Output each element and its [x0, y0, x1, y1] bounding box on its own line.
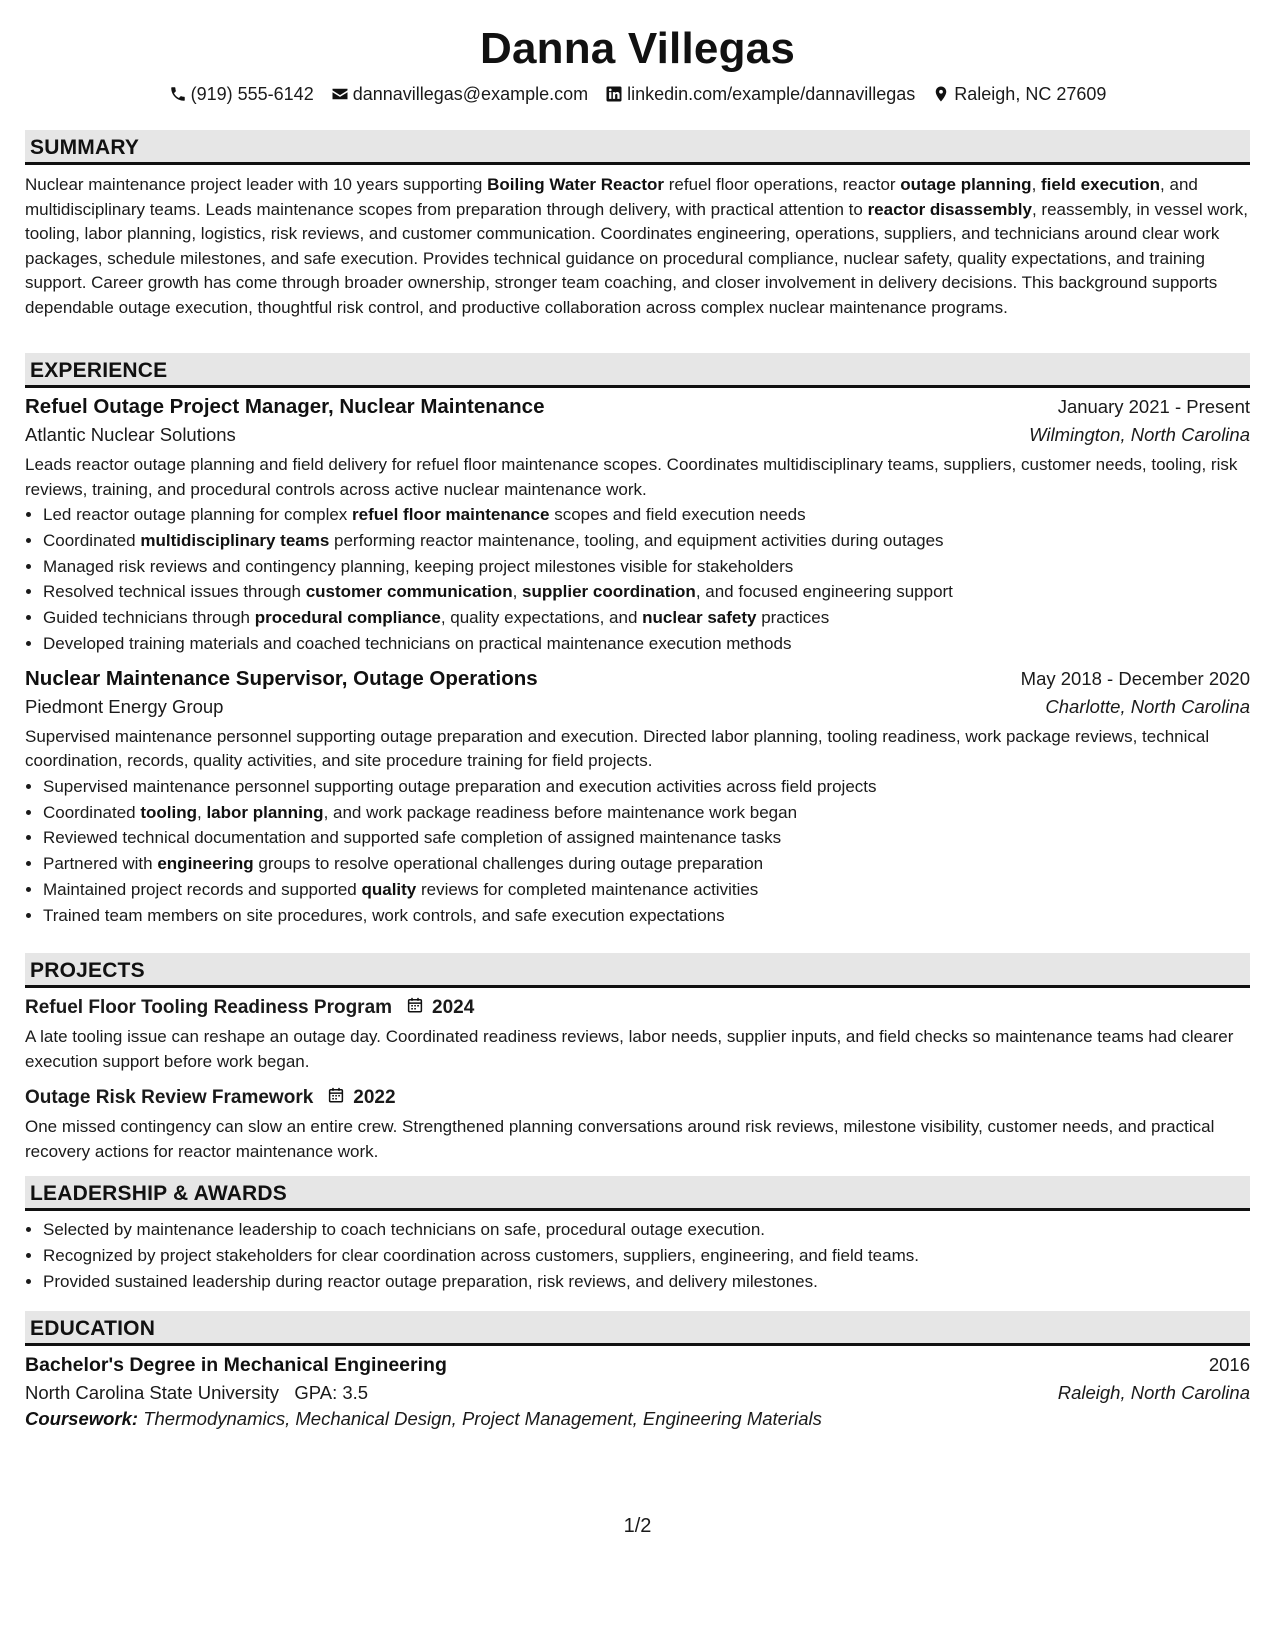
- map-pin-icon: [932, 85, 950, 103]
- contact-phone: [169, 82, 314, 106]
- list-item: [43, 877, 1250, 903]
- emphasis-text: reactor disassembly: [867, 199, 1032, 219]
- list-item: • Recognized by project stakeholders for clear coordination across customers, suppliers, engineering, and field teams.: [43, 1243, 1250, 1269]
- list-item: [43, 528, 1250, 554]
- linkedin-text[interactable]: linkedin.com/example/dannavillegas: [627, 84, 916, 104]
- list-item: • Selected by maintenance leadership to coach technicians on safe, procedural outage execution.: [43, 1217, 1250, 1243]
- emphasis-text: outage planning: [900, 175, 1032, 194]
- list-item: • Provided sustained leadership during reactor outage preparation, risk reviews, and delivery milestones.: [43, 1269, 1250, 1295]
- school-row: [25, 1382, 1250, 1404]
- phone-icon: [169, 85, 187, 103]
- section-heading-summary: SUMMARY: [25, 130, 1250, 165]
- text-run: Guided technicians through: [43, 608, 255, 628]
- degree-row: [25, 1354, 1250, 1377]
- text-run: ,: [512, 582, 523, 602]
- text-run: Nuclear maintenance project leader with 10 years supporting: [25, 175, 488, 194]
- job-title: Nuclear Maintenance Supervisor, Outage Operations: [25, 666, 538, 690]
- school-line: [25, 1382, 368, 1404]
- degree-year: 2016: [1208, 1354, 1250, 1375]
- list-item: [43, 502, 1250, 528]
- text-run: , quality expectations, and: [440, 608, 643, 628]
- list-item: [43, 903, 1250, 929]
- section-heading-leadership: LEADERSHIP & AWARDS: [25, 1176, 1250, 1211]
- emphasis-text: nuclear safety: [642, 608, 757, 628]
- job-location: Wilmington, North Carolina: [1029, 424, 1250, 445]
- job-company: Piedmont Energy Group: [25, 695, 224, 717]
- text-run: scopes and field execution needs: [549, 505, 806, 524]
- school-location: Raleigh, North Carolina: [1057, 1382, 1250, 1403]
- text-run: Maintained project records and supported: [43, 879, 362, 899]
- emphasis-text: labor planning: [206, 802, 324, 822]
- education-section: [25, 1311, 1250, 1430]
- emphasis-text: engineering: [157, 854, 254, 874]
- list-item: [43, 579, 1250, 605]
- text-run: , and multidisciplinary teams. Leads maintenance scopes from preparation through delivery, with practical attention to: [25, 175, 1198, 219]
- list-item: [43, 851, 1250, 877]
- page-number: 1/2: [623, 1515, 652, 1537]
- text-run: Reviewed technical documentation and supported safe completion of assigned maintenance tasks: [43, 828, 782, 848]
- job-title: Refuel Outage Project Manager, Nuclear Maintenance: [25, 395, 545, 418]
- text-run: practices: [756, 608, 830, 628]
- school-name: North Carolina State University: [25, 1382, 279, 1403]
- emphasis-text: quality: [361, 879, 417, 899]
- linkedin-icon: [605, 85, 623, 103]
- emphasis-text: multidisciplinary teams: [140, 530, 330, 550]
- text-run: Coordinated: [43, 530, 141, 550]
- projects-section: [25, 953, 1250, 1164]
- emphasis-text: refuel floor maintenance: [352, 505, 550, 524]
- text-run: Resolved technical issues through: [43, 582, 306, 602]
- job-bullets: [25, 502, 1250, 657]
- experience-section: [25, 353, 1250, 929]
- calendar-icon: [400, 996, 424, 1020]
- project-title-row: [25, 1086, 1250, 1110]
- text-run: Partnered with: [43, 854, 158, 874]
- contact-line: [0, 82, 1275, 106]
- phone-text: (919) 555-6142: [190, 84, 314, 104]
- calendar-icon: [321, 1086, 345, 1110]
- project-entry: [25, 996, 1250, 1074]
- email-text[interactable]: dannavillegas@example.com: [352, 84, 589, 104]
- job-company-row: [25, 696, 1250, 718]
- contact-linkedin[interactable]: [605, 82, 915, 106]
- emphasis-text: field execution: [1041, 175, 1161, 194]
- text-run: groups to resolve operational challenges during outage preparation: [253, 854, 764, 874]
- section-heading-experience: EXPERIENCE: [25, 353, 1250, 388]
- gpa: GPA: 3.5: [294, 1382, 369, 1403]
- section-heading-education: EDUCATION: [25, 1311, 1250, 1346]
- project-description: One missed contingency can slow an entire crew. Strengthened planning conversations around risk reviews, milestone visibility, customer needs, and practical recovery actions for reactor maintenance work.: [25, 1117, 1215, 1161]
- emphasis-text: Boiling Water Reactor: [487, 175, 665, 194]
- job-description: Supervised maintenance personnel supporting outage preparation and execution. Directed labor planning, tooling readiness, work package reviews, technical coordination, records, quality activities, and site procedure training for field projects.: [25, 726, 1210, 771]
- coursework-line: [25, 1408, 1250, 1430]
- text-run: , and work package readiness before maintenance work began: [323, 802, 798, 822]
- contact-email[interactable]: [331, 82, 588, 106]
- coursework-label: Coursework:: [25, 1408, 139, 1429]
- list-item: [43, 825, 1250, 851]
- degree-title: Bachelor's Degree in Mechanical Engineering: [25, 1354, 447, 1376]
- coursework-text: Thermodynamics, Mechanical Design, Project Management, Engineering Materials: [143, 1408, 822, 1429]
- emphasis-text: customer communication: [305, 582, 513, 602]
- job-location: Charlotte, North Carolina: [1045, 695, 1250, 717]
- text-run: ,: [1031, 175, 1042, 194]
- job-dates: May 2018 - December 2020: [1020, 667, 1250, 689]
- text-run: , reassembly, in vessel work, tooling, labor planning, logistics, risk reviews, and customer communication. Coordinates engineering, operations, suppliers, and technicians around clear work packages, schedule milestones, and safe execution. Provides technical guidance on procedural compliance, nuclear safety, quality expectations, and training support. Career growth has come through broader ownership, stronger team coaching, and closer involvement in delivery decisions. This background supports dependable outage execution, thoughtful risk control, and productive collaboration across complex nuclear maintenance programs.: [25, 199, 1249, 317]
- project-title: Refuel Floor Tooling Readiness Program: [25, 997, 393, 1018]
- project-title: Outage Risk Review Framework: [25, 1087, 314, 1108]
- contact-location: [932, 82, 1106, 106]
- text-run: refuel floor operations, reactor: [664, 175, 901, 194]
- job-description: Leads reactor outage planning and field delivery for refuel floor maintenance scopes. Coordinates multidisciplinary teams, suppliers, customer needs, tooling, risk reviews, training, and procedural controls across active nuclear maintenance work.: [25, 455, 1238, 499]
- project-year: 2024: [432, 997, 475, 1018]
- text-run: reviews for completed maintenance activities: [416, 879, 759, 899]
- emphasis-text: supplier coordination: [522, 582, 696, 602]
- project-description: A late tooling issue can reshape an outage day. Coordinated readiness reviews, labor needs, supplier inputs, and field checks so maintenance teams had clearer execution support before work began.: [25, 1027, 1234, 1071]
- job-title-row: [25, 395, 1250, 419]
- text-run: Trained team members on site procedures, work controls, and safe execution expectations: [43, 905, 725, 925]
- project-year: 2022: [353, 1087, 396, 1108]
- text-run: Supervised maintenance personnel supporting outage preparation and execution activities across field projects: [43, 776, 877, 796]
- job-company: Atlantic Nuclear Solutions: [25, 424, 236, 445]
- job-dates: January 2021 - Present: [1057, 396, 1250, 417]
- list-item: [43, 631, 1250, 657]
- text-run: performing reactor maintenance, tooling, and equipment activities during outages: [329, 530, 944, 550]
- job-entry: [25, 667, 1250, 929]
- emphasis-text: procedural compliance: [254, 608, 441, 628]
- leadership-section: [25, 1176, 1250, 1294]
- text-run: ,: [197, 802, 207, 822]
- candidate-name: Danna Villegas: [479, 24, 795, 73]
- text-run: Led reactor outage planning for complex: [43, 505, 353, 524]
- job-title-row: [25, 667, 1250, 691]
- summary-section: [25, 130, 1250, 320]
- text-run: Managed risk reviews and contingency planning, keeping project milestones visible for stakeholders: [43, 556, 794, 576]
- job-bullets: [25, 774, 1250, 929]
- project-title-row: [25, 996, 1250, 1020]
- list-item: [43, 554, 1250, 580]
- text-run: Developed training materials and coached technicians on practical maintenance execution methods: [43, 633, 792, 653]
- text-run: , and focused engineering support: [695, 582, 953, 602]
- emphasis-text: tooling: [140, 802, 197, 822]
- job-entry: [25, 395, 1250, 657]
- section-heading-projects: PROJECTS: [25, 953, 1250, 988]
- list-item: [43, 605, 1250, 631]
- location-text: Raleigh, NC 27609: [954, 84, 1107, 104]
- list-item: [43, 800, 1250, 826]
- leadership-list: [25, 1217, 1250, 1294]
- project-entry: [25, 1086, 1250, 1164]
- text-run: Coordinated: [43, 802, 141, 822]
- resume-header: [0, 0, 1275, 106]
- job-company-row: [25, 424, 1250, 446]
- list-item: [43, 774, 1250, 800]
- summary-text: [25, 173, 1250, 320]
- envelope-icon: [331, 85, 349, 103]
